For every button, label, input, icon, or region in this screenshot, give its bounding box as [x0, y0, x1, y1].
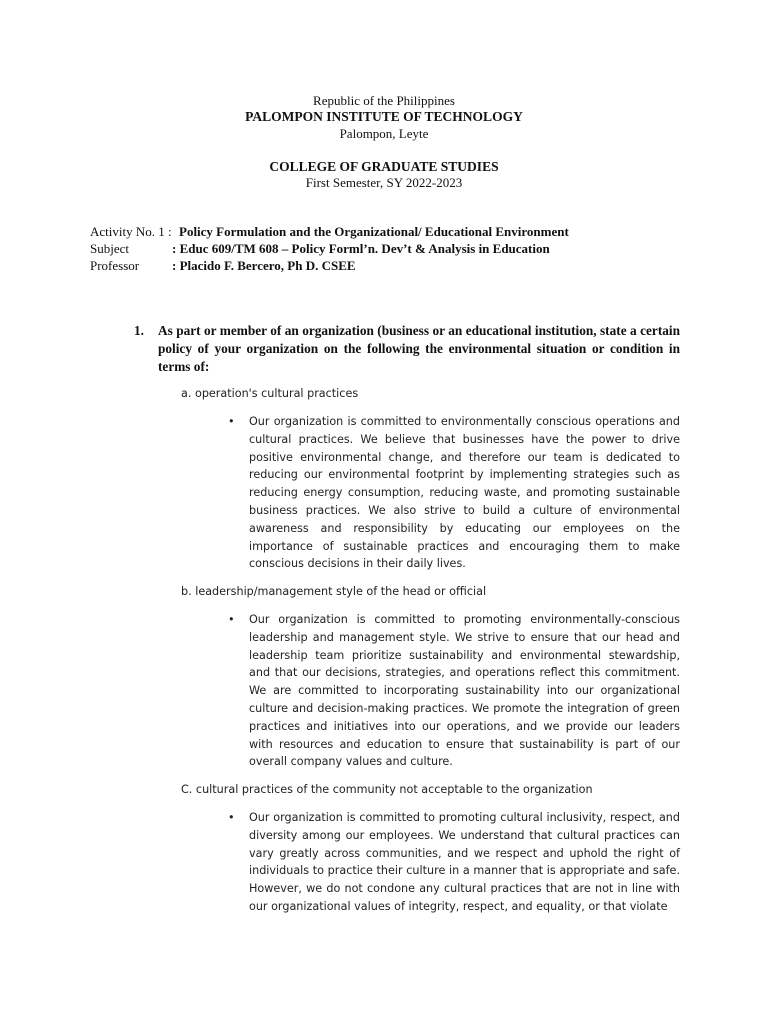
section-b-text: Our organization is committed to promoting environmentally-conscious leadership and management style. We strive to ensure that our head and leadership team prioritize sustainability and environmental stewardship, and that our decisions, strategies, and operations reflect this commitment. We are committed to incorporating sustainability into our organizational culture and decision-making practices. We promote the integration of green practices and initiatives into our operations, and we provide our leaders with resources and education to ensure that sustainability is part of our overall company values and culture.: [249, 613, 680, 769]
semester-line: First Semester, SY 2022-2023: [305, 175, 463, 190]
activity-value: Policy Formulation and the Organizational/ Educational Environment: [179, 224, 569, 239]
section-c-text: Our organization is committed to promoting cultural inclusivity, respect, and diversity among our employees. We understand that cultural practices can vary greatly across communities, and we respect and uphold the right of individuals to practice their culture in a manner that is appropriate and safe. However, we do not condone any cultural practices that are not in line with our organizational values of integrity, respect, and equality, or that violate: [249, 811, 680, 913]
subject-row: [90, 241, 550, 257]
professor-label: Professor: [90, 258, 140, 273]
subject-value: : Educ 609/TM 608 – Policy Forml’n. Dev’t & Analysis in Education: [172, 241, 550, 256]
institution-location: Palompon, Leyte: [339, 126, 429, 141]
college-name: COLLEGE OF GRADUATE STUDIES: [269, 159, 499, 174]
question-text: As part or member of an organization (business or an educational institution, state a certain policy of your organization on the following the environmental situation or condition in terms of:: [158, 323, 680, 374]
subject-label: Subject: [90, 241, 129, 256]
question-1: [134, 322, 680, 376]
section-b-label: b. leadership/management style of the head or official: [181, 585, 487, 598]
section-c-bullet-item: [228, 809, 680, 916]
activity-label: Activity No. 1 :: [90, 224, 172, 239]
bullet-icon: •: [228, 811, 235, 824]
institution-name: PALOMPON INSTITUTE OF TECHNOLOGY: [245, 109, 523, 124]
section-a-text: Our organization is committed to environmentally conscious operations and cultural practices. We believe that businesses have the power to drive positive environmental change, and therefore our team is dedicated to reducing our environmental footprint by implementing strategies such as reducing energy consumption, reducing waste, and promoting sustainable business practices. We also strive to build a culture of environmental awareness and responsibility by educating our employees on the importance of sustainable practices and encouraging them to make conscious decisions in their daily lives.: [249, 415, 680, 571]
section-c-label: C. cultural practices of the community not acceptable to the organization: [181, 783, 593, 796]
professor-value: : Placido F. Bercero, Ph D. CSEE: [172, 258, 356, 273]
bullet-icon: •: [228, 415, 235, 428]
professor-row: [90, 258, 356, 274]
activity-row: [90, 224, 569, 240]
section-a-bullet-item: [228, 413, 680, 573]
republic-line: Republic of the Philippines: [313, 93, 455, 108]
question-number: 1.: [134, 323, 144, 338]
bullet-icon: •: [228, 613, 235, 626]
section-a-label: a. operation's cultural practices: [181, 387, 359, 400]
section-b-bullet-item: [228, 611, 680, 771]
